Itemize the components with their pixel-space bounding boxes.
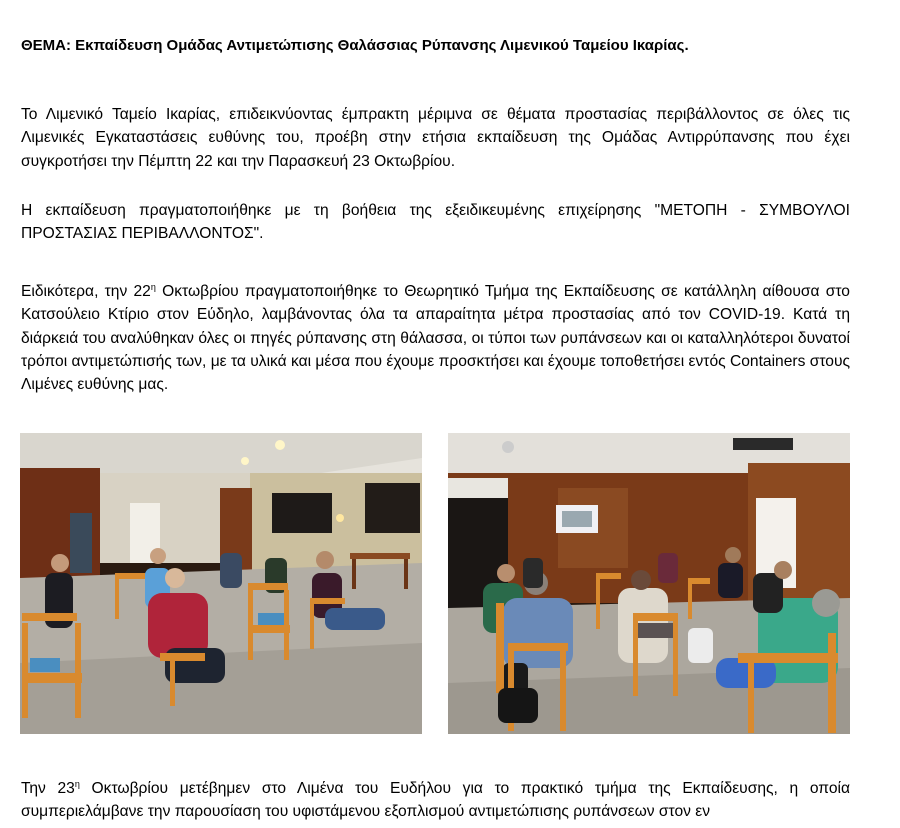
paragraph-theory-rest: Οκτωβρίου πραγματοποιήθηκε το Θεωρητικό Τμήμα της Εκπαίδευσης σε κατάλληλη αίθουσα στο Κατσούλειο Κτίριο στον Εύδηλο, λαμβάνοντας όλα τα απαραίτητα μέτρα προστασίας από τον COVID-19. Κατά τη διάρκειά του αναλύθηκαν όλες οι πηγές ρύπανσης στη θάλασσα, οι τύποι των ρυπάνσεων και οι καταλληλότεροι δυνατοί τρόποι αντιμετώπισής των, με τα υλικά και μέσα που έχουμε προσκτήσει και έχουμε τοποθετήσει εντός Containers στους Λιμένες ευθύνης μας.: [21, 283, 850, 394]
ordinal-superscript: η: [150, 281, 156, 292]
training-photo-right-image: [448, 433, 850, 734]
training-photo-left: [20, 433, 422, 734]
subject-heading: ΘΕΜΑ: Εκπαίδευση Ομάδας Αντιμετώπισης Θαλάσσιας Ρύπανσης Λιμενικού Ταμείου Ικαρίας.: [21, 37, 689, 54]
training-photo-left-image: [20, 433, 422, 734]
paragraph-intro: Το Λιμενικό Ταμείο Ικαρίας, επιδεικνύοντας έμπρακτη μέριμνα σε θέματα προστασίας περιβάλλοντος σε όλες τις Λιμενικές Εγκαταστάσεις ευθύνης του, προέβη στην ετήσια εκπαίδευση της Ομάδας Αντιρρύπανσης που έχει συγκροτήσει την Πέμπτη 22 και την Παρασκευή 23 Οκτωβρίου.: [21, 106, 850, 170]
paragraph-theory: [21, 280, 850, 396]
ordinal-superscript-2: η: [74, 778, 80, 789]
paragraph-practical: [21, 777, 850, 824]
paragraph-theory-start: Ειδικότερα, την 22: [21, 283, 151, 300]
paragraph-company: Η εκπαίδευση πραγματοποιήθηκε με τη βοήθεια της εξειδικευμένης επιχείρησης "ΜΕΤΟΠΗ - ΣΥΜΒΟΥΛΟΙ ΠΡΟΣΤΑΣΙΑΣ ΠΕΡΙΒΑΛΛΟΝΤΟΣ".: [21, 202, 850, 243]
paragraph-practical-start: Την 23: [21, 780, 75, 797]
training-photo-right: [448, 433, 850, 734]
paragraph-practical-rest: Οκτωβρίου μετέβημεν στο Λιμένα του Ευδήλου για το πρακτικό τμήμα της Εκπαίδευσης, η οποία συμπεριελάμβανε την παρουσίαση του υφιστάμενου εξοπλισμού αντιμετώπισης ρυπάνσεων στον εν: [21, 780, 850, 821]
